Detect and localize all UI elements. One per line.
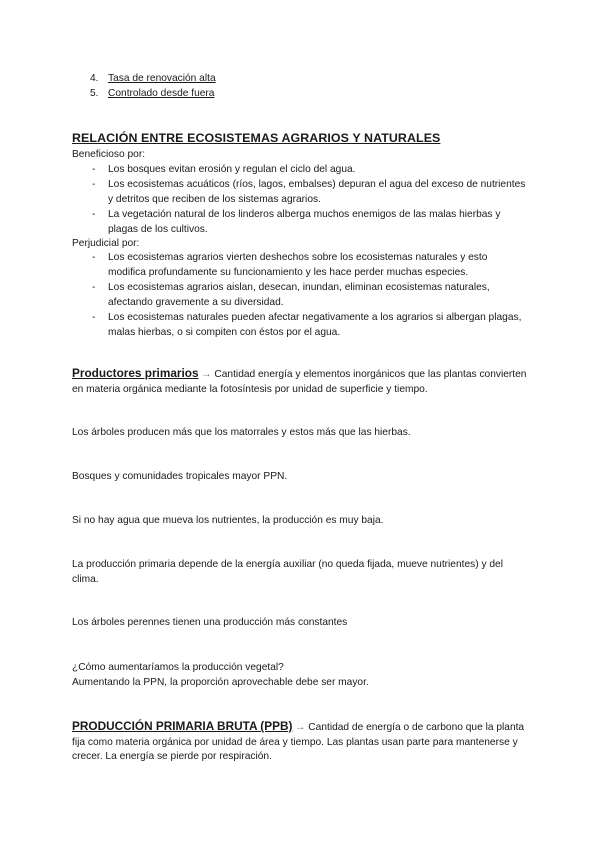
beneficial-label: Beneficioso por:: [72, 149, 146, 160]
bullet-text: Los ecosistemas acuáticos (ríos, lagos, embalses) depuran el agua del exceso de nutrientes y detritos que reciben de los sistemas agrarios.: [108, 179, 526, 205]
paragraph: Si no hay agua que mueva los nutrientes, la producción es muy baja.: [72, 515, 384, 526]
list-item: [0, 87, 600, 102]
ppb-definition: [72, 719, 532, 765]
bullet-text: Los ecosistemas naturales pueden afectar negativamente a los agrarios si albergan plagas, malas hierbas, o si compiten con éstos por el agua.: [108, 312, 522, 338]
bullet-dash: -: [92, 312, 96, 323]
beneficial-list: [0, 163, 600, 238]
answer: Aumentando la PPN, la proporción aprovechable debe ser mayor.: [72, 677, 369, 688]
list-item: [0, 163, 600, 178]
bullet-dash: -: [92, 164, 96, 175]
paragraph: Los árboles perennes tienen una producción más constantes: [72, 617, 348, 628]
term-productores-primarios: Productores primarios: [72, 366, 199, 380]
paragraph: Bosques y comunidades tropicales mayor PPN.: [72, 471, 288, 482]
definition-text: Cantidad de energía o de carbono que la planta fija como materia orgánica por unidad de área y tiempo. Las plantas usan parte para mantenerse y crecer. La energía se pierde por respiración.: [72, 722, 525, 763]
list-item: [0, 178, 600, 208]
arrow-icon: →: [201, 369, 212, 380]
list-item: [0, 281, 600, 311]
term-ppb: PRODUCCIÓN PRIMARIA BRUTA (PPB): [72, 719, 293, 733]
harmful-label: Perjudicial por:: [72, 238, 140, 249]
list-item: [0, 251, 600, 281]
bullet-dash: -: [92, 252, 96, 263]
bullet-text: Los ecosistemas agrarios aislan, desecan, inundan, eliminan ecosistemas naturales, afectando gravemente a su diversidad.: [108, 282, 490, 308]
bullet-dash: -: [92, 282, 96, 293]
bullet-dash: -: [92, 209, 96, 220]
productores-primarios-definition: [72, 366, 532, 397]
numbered-list: [0, 72, 600, 102]
list-item: [0, 311, 600, 341]
definition-text: Cantidad energía y elementos inorgánicos que las plantas convierten en materia orgánica mediante la fotosíntesis por unidad de superficie y tiempo.: [72, 369, 527, 395]
list-item: [0, 72, 600, 87]
list-item: [0, 208, 600, 238]
harmful-list: [0, 251, 600, 341]
bullet-text: La vegetación natural de los linderos alberga muchos enemigos de las malas hierbas y plagas de los cultivos.: [108, 209, 501, 235]
section-heading-relacion: RELACIÓN ENTRE ECOSISTEMAS AGRARIOS Y NATURALES: [72, 131, 441, 145]
bullet-text: Los ecosistemas agrarios vierten deshechos sobre los ecosistemas naturales y esto modifica profundamente su funcionamiento y les hace perder muchas especies.: [108, 252, 488, 278]
arrow-icon: →: [295, 722, 306, 733]
list-number: 4.: [90, 73, 99, 84]
list-number: 5.: [90, 88, 99, 99]
paragraph: Los árboles producen más que los matorrales y estos más que las hierbas.: [72, 427, 411, 438]
paragraph: La producción primaria depende de la energía auxiliar (no queda fijada, mueve nutrientes) y del clima.: [72, 559, 503, 585]
list-item-text: Controlado desde fuera: [108, 88, 215, 99]
bullet-text: Los bosques evitan erosión y regulan el ciclo del agua.: [108, 164, 356, 175]
question: ¿Cómo aumentaríamos la producción vegetal?: [72, 662, 284, 673]
list-item-text: Tasa de renovación alta: [108, 73, 216, 84]
bullet-dash: -: [92, 179, 96, 190]
